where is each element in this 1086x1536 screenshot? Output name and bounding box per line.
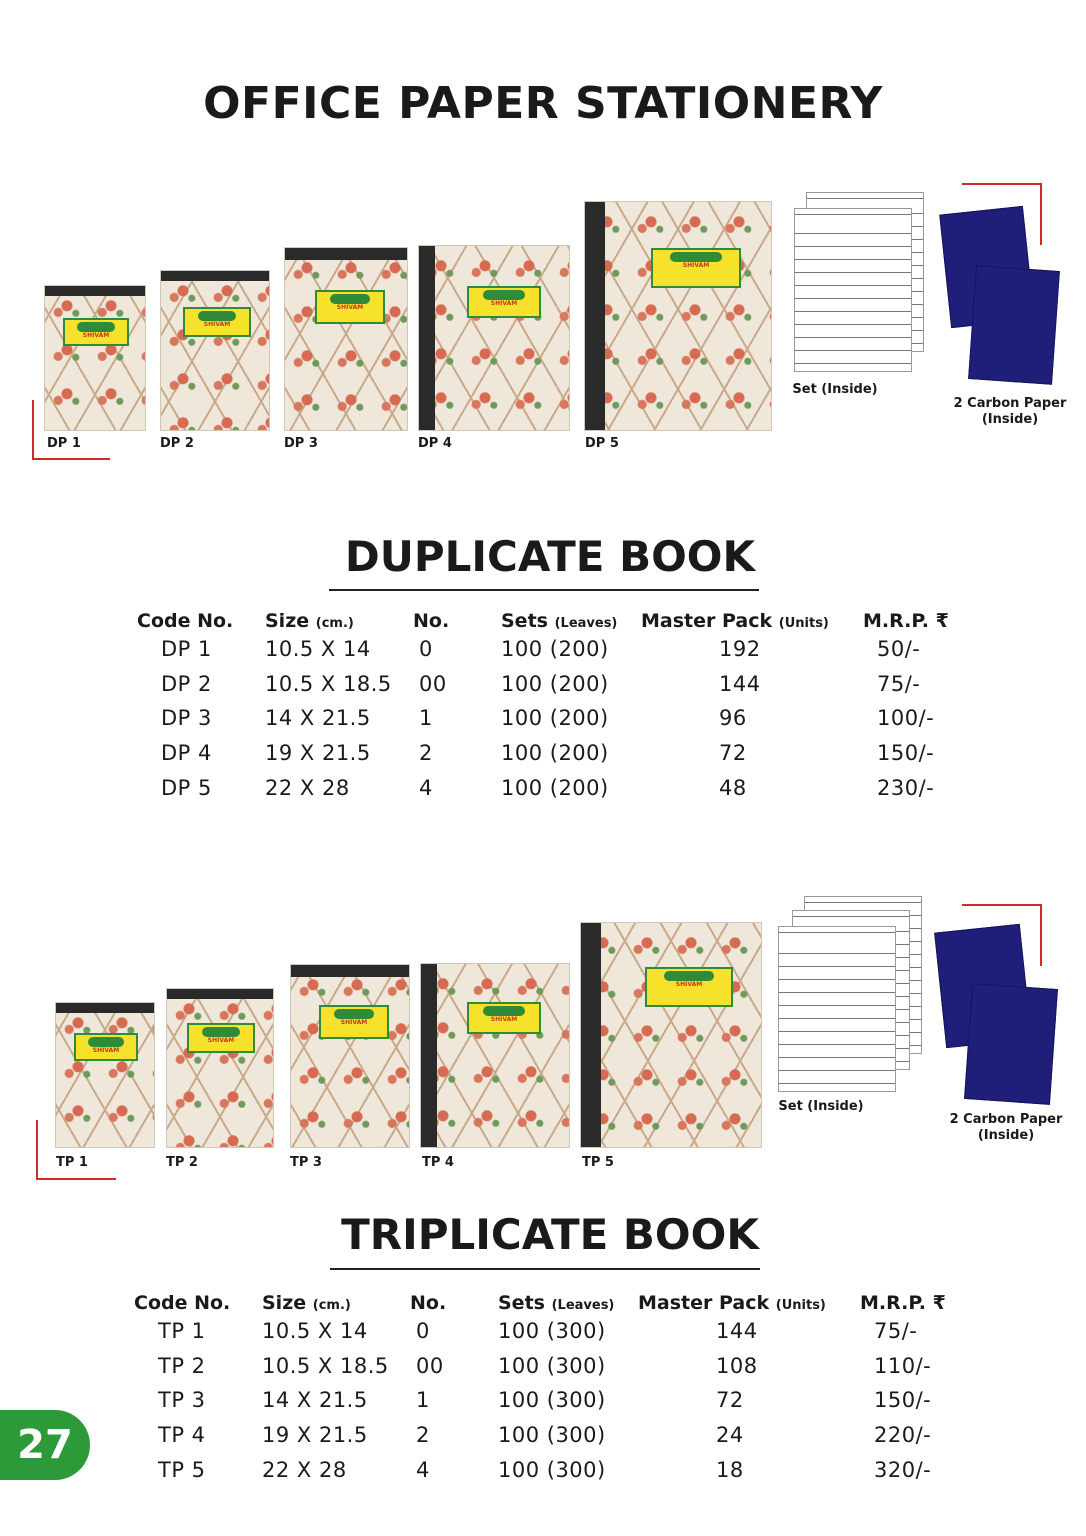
cell-code: TP 5 xyxy=(158,1457,206,1482)
page-number-badge: 27 xyxy=(0,1410,90,1480)
cell-code: TP 3 xyxy=(158,1388,206,1413)
header-mrp: M.R.P. ₹ xyxy=(863,610,949,632)
corner-accent xyxy=(36,1178,116,1180)
header-mrp: M.R.P. ₹ xyxy=(860,1292,946,1314)
header-sets: Sets (Leaves) xyxy=(498,1292,615,1314)
cell-mrp: 220/- xyxy=(874,1423,932,1448)
cell-code: DP 1 xyxy=(161,637,212,662)
cell-master-pack: 144 xyxy=(716,1319,758,1344)
corner-accent xyxy=(962,183,1042,185)
book-image-tp1: SHIVAM xyxy=(55,1002,155,1148)
table-header-row xyxy=(134,1288,954,1314)
cell-sets: 100 (300) xyxy=(498,1388,606,1413)
cell-no: 00 xyxy=(419,671,447,696)
cell-size: 10.5 X 14 xyxy=(262,1319,368,1344)
cell-master-pack: 48 xyxy=(719,775,747,800)
cell-size: 14 X 21.5 xyxy=(265,706,371,731)
set-inside-caption: Set (Inside) xyxy=(792,382,878,397)
header-code: Code No. xyxy=(137,610,234,632)
header-code: Code No. xyxy=(134,1292,231,1314)
product-label-tp5: TP 5 xyxy=(582,1155,614,1170)
cell-size: 19 X 21.5 xyxy=(262,1423,368,1448)
cell-no: 1 xyxy=(419,706,433,731)
book-image-tp3: SHIVAM xyxy=(290,964,410,1148)
cell-master-pack: 24 xyxy=(716,1423,744,1448)
cell-sets: 100 (200) xyxy=(501,637,609,662)
header-sets: Sets (Leaves) xyxy=(501,610,618,632)
cell-no: 0 xyxy=(416,1319,430,1344)
product-label-dp5: DP 5 xyxy=(585,436,619,451)
carbon-paper-caption: 2 Carbon Paper (Inside) xyxy=(949,1112,1063,1143)
set-inside-caption: Set (Inside) xyxy=(778,1099,864,1114)
cell-mrp: 100/- xyxy=(877,706,935,731)
product-label-tp3: TP 3 xyxy=(290,1155,322,1170)
cell-no: 4 xyxy=(416,1457,430,1482)
book-image-tp5: SHIVAM xyxy=(580,922,762,1148)
cell-size: 10.5 X 14 xyxy=(265,637,371,662)
book-image-tp2: SHIVAM xyxy=(166,988,274,1148)
book-image-dp4: SHIVAM xyxy=(418,245,570,431)
book-image-dp3: SHIVAM xyxy=(284,247,408,431)
cell-mrp: 150/- xyxy=(874,1388,932,1413)
product-label-dp2: DP 2 xyxy=(160,436,194,451)
cell-sets: 100 (300) xyxy=(498,1423,606,1448)
header-master-pack: Master Pack (Units) xyxy=(641,610,829,632)
table-row xyxy=(134,1418,954,1453)
corner-accent xyxy=(36,1120,38,1180)
table-row xyxy=(137,770,957,805)
header-master-pack: Master Pack (Units) xyxy=(638,1292,826,1314)
table-row xyxy=(137,632,957,667)
cell-sets: 100 (200) xyxy=(501,741,609,766)
cell-size: 22 X 28 xyxy=(262,1457,347,1482)
cell-master-pack: 96 xyxy=(719,706,747,731)
cell-code: DP 4 xyxy=(161,741,212,766)
cell-size: 10.5 X 18.5 xyxy=(265,671,392,696)
book-image-dp2: SHIVAM xyxy=(160,270,270,431)
product-label-dp3: DP 3 xyxy=(284,436,318,451)
cell-code: TP 1 xyxy=(158,1319,206,1344)
cell-no: 2 xyxy=(416,1423,430,1448)
cell-size: 10.5 X 18.5 xyxy=(262,1353,389,1378)
cell-no: 2 xyxy=(419,741,433,766)
product-label-tp4: TP 4 xyxy=(422,1155,454,1170)
cell-size: 14 X 21.5 xyxy=(262,1388,368,1413)
cell-sets: 100 (200) xyxy=(501,706,609,731)
cell-master-pack: 108 xyxy=(716,1353,758,1378)
cell-sets: 100 (300) xyxy=(498,1319,606,1344)
cell-no: 0 xyxy=(419,637,433,662)
cell-sets: 100 (200) xyxy=(501,775,609,800)
cell-mrp: 75/- xyxy=(874,1319,918,1344)
cell-code: DP 2 xyxy=(161,671,212,696)
product-label-dp1: DP 1 xyxy=(47,436,81,451)
corner-accent xyxy=(1040,183,1042,245)
inside-sheet-image xyxy=(794,208,912,372)
product-label-tp2: TP 2 xyxy=(166,1155,198,1170)
carbon-paper-image xyxy=(964,983,1058,1105)
table-row xyxy=(137,667,957,702)
cell-no: 4 xyxy=(419,775,433,800)
cell-code: TP 2 xyxy=(158,1353,206,1378)
duplicate-book-table xyxy=(137,606,957,805)
cell-sets: 100 (300) xyxy=(498,1457,606,1482)
table-row xyxy=(134,1349,954,1384)
cell-no: 00 xyxy=(416,1353,444,1378)
product-label-dp4: DP 4 xyxy=(418,436,452,451)
table-row xyxy=(134,1383,954,1418)
table-header-row xyxy=(137,606,957,632)
table-row xyxy=(134,1314,954,1349)
triplicate-book-title: TRIPLICATE BOOK xyxy=(341,1210,759,1259)
cell-code: DP 3 xyxy=(161,706,212,731)
cell-code: DP 5 xyxy=(161,775,212,800)
book-image-dp1: SHIVAM xyxy=(44,285,146,431)
corner-accent xyxy=(32,458,110,460)
page-title: OFFICE PAPER STATIONERY xyxy=(203,78,883,129)
cell-mrp: 110/- xyxy=(874,1353,932,1378)
cell-mrp: 320/- xyxy=(874,1457,932,1482)
cell-master-pack: 72 xyxy=(719,741,747,766)
product-label-tp1: TP 1 xyxy=(56,1155,88,1170)
title-underline xyxy=(330,1268,760,1270)
cell-mrp: 50/- xyxy=(877,637,921,662)
header-size: Size (cm.) xyxy=(262,1292,351,1314)
cell-size: 22 X 28 xyxy=(265,775,350,800)
header-no: No. xyxy=(413,610,450,632)
cell-code: TP 4 xyxy=(158,1423,206,1448)
cell-master-pack: 18 xyxy=(716,1457,744,1482)
inside-sheet-image xyxy=(778,926,896,1092)
corner-accent xyxy=(32,400,34,460)
title-underline xyxy=(329,589,759,591)
cell-mrp: 230/- xyxy=(877,775,935,800)
table-row xyxy=(134,1452,954,1487)
table-row xyxy=(137,701,957,736)
book-image-dp5: SHIVAM xyxy=(584,201,772,431)
corner-accent xyxy=(962,904,1042,906)
cell-mrp: 150/- xyxy=(877,741,935,766)
corner-accent xyxy=(1040,904,1042,966)
triplicate-book-table xyxy=(134,1288,954,1487)
cell-master-pack: 144 xyxy=(719,671,761,696)
cell-master-pack: 72 xyxy=(716,1388,744,1413)
cell-no: 1 xyxy=(416,1388,430,1413)
cell-sets: 100 (200) xyxy=(501,671,609,696)
book-image-tp4: SHIVAM xyxy=(420,963,570,1148)
header-size: Size (cm.) xyxy=(265,610,354,632)
cell-size: 19 X 21.5 xyxy=(265,741,371,766)
cell-master-pack: 192 xyxy=(719,637,761,662)
duplicate-book-title: DUPLICATE BOOK xyxy=(344,532,756,581)
header-no: No. xyxy=(410,1292,447,1314)
table-row xyxy=(137,736,957,771)
cell-mrp: 75/- xyxy=(877,671,921,696)
carbon-paper-caption: 2 Carbon Paper (Inside) xyxy=(953,396,1067,427)
carbon-paper-image xyxy=(968,265,1060,385)
cell-sets: 100 (300) xyxy=(498,1353,606,1378)
